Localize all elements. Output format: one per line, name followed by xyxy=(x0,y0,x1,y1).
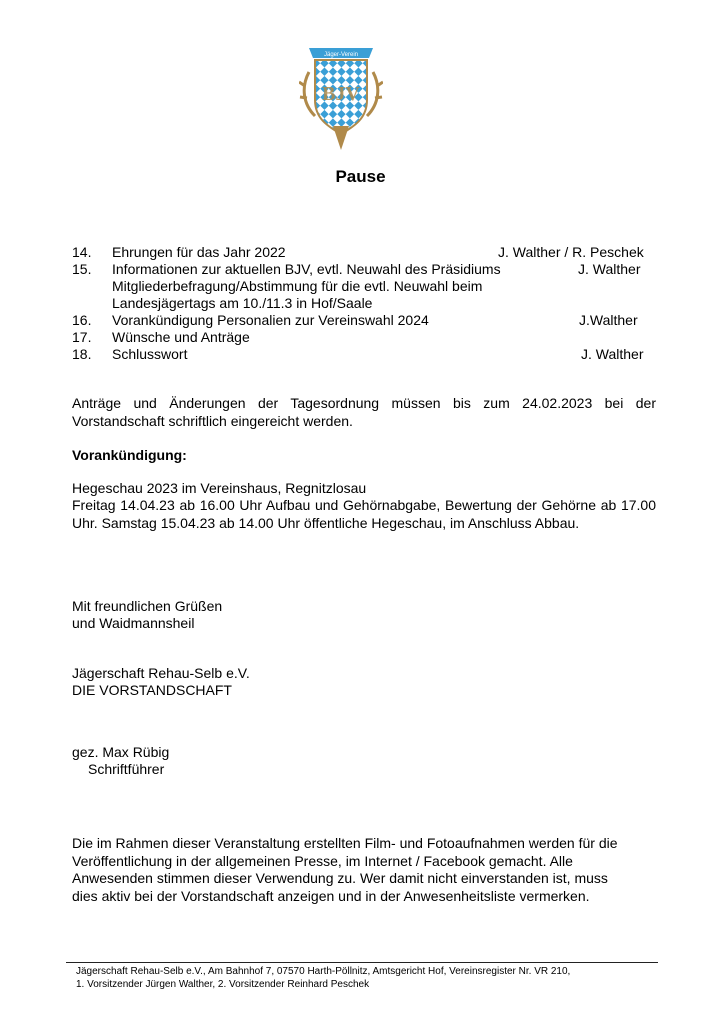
agenda-responsible: J. Walther xyxy=(578,261,641,277)
agenda-item xyxy=(72,244,662,261)
agenda-list xyxy=(72,244,662,363)
page-title: Pause xyxy=(335,167,386,186)
agenda-responsible: J. Walther xyxy=(581,346,644,362)
agenda-text: Landesjägertags am 10./11.3 in Hof/Saale xyxy=(112,295,373,311)
agenda-text: Ehrungen für das Jahr 2022 xyxy=(112,244,286,260)
footer-line-2: 1. Vorsitzender Jürgen Walther, 2. Vorsitzender Reinhard Peschek xyxy=(76,979,370,990)
agenda-item xyxy=(72,261,662,312)
signature-name: gez. Max Rübig xyxy=(72,744,170,760)
agenda-number: 16. xyxy=(72,312,92,328)
preview-details: Freitag 14.04.23 ab 16.00 Uhr Aufbau und Gehörnabgabe, Bewertung der Gehörne ab 17.00 Uhr. Samstag 15.04.23 ab 14.00 Uhr öffentliche Hegeschau, im Anschluss Abbau. xyxy=(72,497,656,531)
agenda-text: Schlusswort xyxy=(112,346,188,362)
agenda-item xyxy=(72,329,662,346)
logo-banner-text: Jäger-Verein xyxy=(323,52,359,58)
agenda-number: 17. xyxy=(72,329,92,345)
agenda-item xyxy=(72,312,662,329)
logo-monogram: BJV xyxy=(322,83,360,105)
agenda-number: 15. xyxy=(72,261,92,277)
signature-role: Schriftführer xyxy=(88,761,165,777)
media-notice-line: Veröffentlichung in der allgemeinen Presse, im Internet / Facebook gemacht. Alle xyxy=(72,852,573,869)
page-footer xyxy=(76,965,570,991)
footer-line-1: Jägerschaft Rehau-Selb e.V., Am Bahnhof 7, 07570 Harth-Pöllnitz, Amtsgericht Hof, Vereinsregister Nr. VR 210, xyxy=(76,966,571,977)
agenda-text: Vorankündigung Personalien zur Vereinswahl 2024 xyxy=(112,312,429,328)
org-board: DIE VORSTANDSCHAFT xyxy=(72,682,232,698)
org-name: Jägerschaft Rehau-Selb e.V. xyxy=(72,665,250,681)
media-notice-line: Anwesenden stimmen dieser Verwendung zu. Wer damit nicht einverstanden ist, muss xyxy=(72,870,608,886)
closing-line-2: und Waidmannsheil xyxy=(72,615,195,631)
agenda-responsible: J. Walther / R. Peschek xyxy=(498,244,644,260)
agenda-number: 18. xyxy=(72,346,92,362)
media-notice-line: Die im Rahmen dieser Veranstaltung erstellten Film- und Fotoaufnahmen werden für die xyxy=(72,835,618,851)
agenda-text: Wünsche und Anträge xyxy=(112,329,250,345)
preview-heading: Vorankündigung: xyxy=(72,447,187,463)
agenda-responsible: J.Walther xyxy=(579,312,638,328)
deadline-notice: Anträge und Änderungen der Tagesordnung müssen bis zum 24.02.2023 bei der Vorstandschaft schriftlich eingereicht werden. xyxy=(72,395,656,429)
club-logo xyxy=(299,42,383,152)
preview-location: Hegeschau 2023 im Vereinshaus, Regnitzlosau xyxy=(72,480,367,496)
media-notice xyxy=(72,835,618,905)
media-notice-line: dies aktiv bei der Vorstandschaft anzeigen und in der Anwesenheitsliste vermerken. xyxy=(72,887,590,904)
footer-divider xyxy=(66,962,658,963)
agenda-item xyxy=(72,346,662,363)
agenda-text: Informationen zur aktuellen BJV, evtl. Neuwahl des Präsidiums xyxy=(112,261,501,277)
closing-line-1: Mit freundlichen Grüßen xyxy=(72,598,223,614)
agenda-text: Mitgliederbefragung/Abstimmung für die evtl. Neuwahl beim xyxy=(112,278,483,294)
agenda-number: 14. xyxy=(72,244,92,260)
